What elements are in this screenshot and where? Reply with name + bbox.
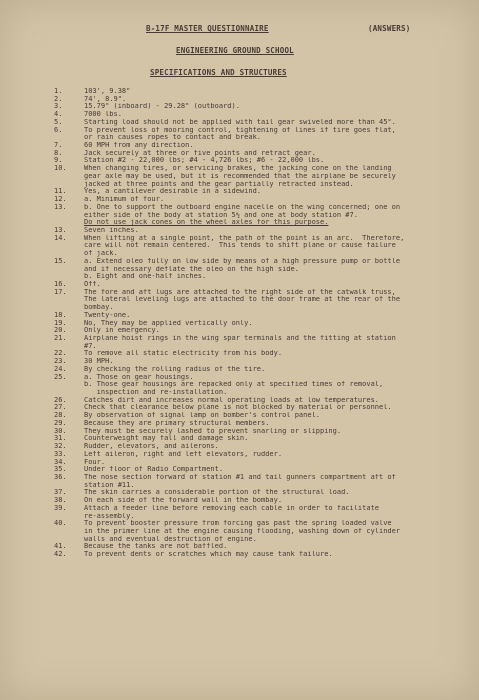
answer-number: 41. xyxy=(54,543,67,551)
answer-text: When changing tires, or servicing brakes, the jacking cone on the landing xyxy=(84,165,392,173)
answer-line xyxy=(54,374,454,382)
answer-line xyxy=(54,343,454,351)
answer-text: and if necessary deflate the oleo on the high side. xyxy=(84,265,299,273)
answer-text: jacked at three points and the gear partially retracted instead. xyxy=(84,180,354,188)
answer-line xyxy=(54,466,454,474)
answer-text: of jack. xyxy=(84,250,118,258)
answer-number: 27. xyxy=(54,404,67,412)
answer-line xyxy=(54,536,454,544)
answer-line xyxy=(54,528,454,536)
answers-label: (ANSWERS) xyxy=(368,24,411,33)
answer-number: 42. xyxy=(54,551,67,559)
answer-line xyxy=(54,289,454,297)
answer-number: 3. xyxy=(54,103,63,111)
answer-number: 4. xyxy=(54,111,63,119)
answer-text: The skin carries a considerable portion of the structural load. xyxy=(84,489,350,497)
answer-line xyxy=(54,350,454,358)
answer-text: By checking the rolling radius of the tire. xyxy=(84,365,266,373)
answer-text: care will not remain centered. This tends to shift plane or cause failure xyxy=(84,242,396,250)
answer-line xyxy=(54,165,454,173)
answer-text: Airplane hoist rings in the wing spar terminals and the fitting at station xyxy=(84,335,396,342)
answer-line xyxy=(54,219,454,227)
answer-text: On each side of the forward wall in the bombay. xyxy=(84,497,283,505)
answer-text: To prevent dents or scratches which may cause tank failure. xyxy=(84,551,333,559)
answer-number: 23. xyxy=(54,358,67,366)
answer-line xyxy=(54,497,454,505)
answer-line xyxy=(54,397,454,405)
answer-line xyxy=(54,443,454,451)
answer-text: Yes, a cantilever desirable in a sidewind. xyxy=(84,188,262,196)
answer-line xyxy=(54,543,454,551)
subsection-heading: SPECIFICATIONS AND STRUCTURES xyxy=(150,68,287,77)
answer-number: 2. xyxy=(54,95,63,103)
answer-text: Left aileron, right and left elevators, rudder. xyxy=(84,450,283,458)
answer-text: Off. xyxy=(84,280,101,288)
answer-line xyxy=(54,366,454,374)
answer-line xyxy=(54,304,454,312)
answer-text: Station #2 - 22,000 lbs; #4 - 4,726 lbs; #6 - 22,000 lbs. xyxy=(84,157,325,165)
answer-line xyxy=(54,451,454,459)
answer-line xyxy=(54,551,454,559)
answer-line xyxy=(54,335,454,343)
answer-text: The fore and aft lugs are attached to the right side of the catwalk truss, xyxy=(84,288,396,296)
answer-number: 14. xyxy=(54,234,67,242)
answer-number: 6. xyxy=(54,126,63,134)
answer-text: Under floor of Radio Compartment. xyxy=(84,466,224,474)
answer-text: Starting load should not be applied with tail gear swiveled more than 45°. xyxy=(84,118,396,126)
answer-line xyxy=(54,420,454,428)
answer-line xyxy=(54,96,454,104)
answer-line xyxy=(54,489,454,497)
answer-line xyxy=(54,227,454,235)
answer-number: 30. xyxy=(54,427,67,435)
answer-number: 33. xyxy=(54,450,67,458)
answer-text: 30 MPH. xyxy=(84,358,114,366)
answer-text: Because the tanks are not baffled. xyxy=(84,543,228,551)
answer-text: 15.79" (inboard) - 29.28" (outboard). xyxy=(84,103,240,111)
answer-number: 5. xyxy=(54,118,63,126)
answer-line xyxy=(54,459,454,467)
answer-text: walls and eventual destruction of engine. xyxy=(84,535,257,543)
answer-text: gear axle may be used, but it is recommended that the airplane be securely xyxy=(84,172,396,180)
answer-text: in the primer line at the engine causing flooding, washing down of cylinder xyxy=(84,527,401,535)
answer-number: 9. xyxy=(54,157,63,165)
answer-number: 36. xyxy=(54,473,67,481)
answer-number: 31. xyxy=(54,435,67,443)
answer-number: 1. xyxy=(54,88,63,95)
answer-text: inspection and re-installation. xyxy=(84,389,228,397)
answer-number: 28. xyxy=(54,412,67,420)
answer-number: 21. xyxy=(54,335,67,342)
answer-line xyxy=(54,389,454,397)
answer-number: 37. xyxy=(54,489,67,497)
answer-line xyxy=(54,513,454,521)
answer-text: To prevent loss of mooring control, tightening of lines if tire goes flat, xyxy=(84,126,396,134)
answer-text: b. Those gear housings are repacked only at specified times of removal, xyxy=(84,381,384,389)
answer-text: To remove all static electricity from his body. xyxy=(84,350,283,358)
answer-text: a. Those on gear housings. xyxy=(84,373,194,381)
answer-number: 13. xyxy=(54,226,67,234)
answer-line xyxy=(54,358,454,366)
answer-text: Jack securely at three or five points and retract gear. xyxy=(84,149,316,157)
answer-text: Counterweight may fall and damage skin. xyxy=(84,435,249,443)
answer-number: 24. xyxy=(54,365,67,373)
answer-text: 103', 9.38" xyxy=(84,88,131,95)
answer-line xyxy=(54,474,454,482)
answer-line xyxy=(54,181,454,189)
answer-line xyxy=(54,266,454,274)
answer-text: To prevent booster pressure from forcing gas past the spring loaded valve xyxy=(84,520,392,528)
answer-text: Do not use jack cones on the wheel axles for this purpose. xyxy=(84,219,329,227)
answer-number: 7. xyxy=(54,142,63,150)
answer-line xyxy=(54,505,454,513)
answer-text: Check that clearance below plane is not blocked by material or personnel. xyxy=(84,404,392,412)
answer-text: b. Eight and one-half inches. xyxy=(84,273,207,281)
answer-text: No, They may be applied vertically only. xyxy=(84,319,253,327)
answer-number: 15. xyxy=(54,257,67,265)
answer-line xyxy=(54,412,454,420)
answer-line xyxy=(54,258,454,266)
answer-text: 74', 8.9". xyxy=(84,95,127,103)
answer-text: Twenty-one. xyxy=(84,311,131,319)
answer-text: When lifting at a single point, the path of the point is an arc. Therefore, xyxy=(84,234,405,242)
answer-number: 34. xyxy=(54,458,67,466)
answer-line xyxy=(54,142,454,150)
answer-text: The nose section forward of station #1 and tail gunners compartment aft of xyxy=(84,473,396,481)
answer-line xyxy=(54,103,454,111)
answer-line xyxy=(54,273,454,281)
answer-line xyxy=(54,119,454,127)
answer-line xyxy=(54,281,454,289)
answer-number: 11. xyxy=(54,188,67,196)
answer-number: 13. xyxy=(54,203,67,211)
answer-line xyxy=(54,134,454,142)
answer-number: 29. xyxy=(54,419,67,427)
answer-line xyxy=(54,196,454,204)
answer-number: 35. xyxy=(54,466,67,474)
answer-text: #7. xyxy=(84,342,97,350)
answer-list xyxy=(54,88,454,559)
answer-line xyxy=(54,235,454,243)
section-heading: ENGINEERING GROUND SCHOOL xyxy=(176,46,294,55)
document-title: B-17F MASTER QUESTIONNAIRE xyxy=(146,24,269,33)
answer-line xyxy=(54,312,454,320)
answer-number: 22. xyxy=(54,350,67,358)
answer-line xyxy=(54,188,454,196)
answer-number: 25. xyxy=(54,373,67,381)
answer-line xyxy=(54,320,454,328)
answer-line xyxy=(54,157,454,165)
answer-text: 7000 lbs. xyxy=(84,111,122,119)
answer-number: 18. xyxy=(54,311,67,319)
answer-line xyxy=(54,111,454,119)
answer-line xyxy=(54,482,454,490)
answer-line xyxy=(54,520,454,528)
answer-number: 40. xyxy=(54,520,67,528)
answer-line xyxy=(54,242,454,250)
answer-number: 19. xyxy=(54,319,67,327)
answer-text: The lateral leveling lugs are attached to the door frame at the rear of the xyxy=(84,296,401,304)
answer-text: By observation of signal lamp on bomber's control panel. xyxy=(84,412,321,420)
answer-number: 16. xyxy=(54,280,67,288)
answer-number: 12. xyxy=(54,196,67,204)
answer-text: b. One to support the outboard engine nacelle on the wing concerned; one on xyxy=(84,203,401,211)
answer-text: 60 MPH from any direction. xyxy=(84,142,194,150)
answer-number: 39. xyxy=(54,504,67,512)
answer-text: re-assembly. xyxy=(84,512,135,520)
answer-number: 10. xyxy=(54,165,67,173)
answer-text: Catches dirt and increases normal operating loads at low temperatures. xyxy=(84,396,380,404)
answer-text: or rain causes ropes to contact and break. xyxy=(84,134,262,142)
answer-line xyxy=(54,212,454,220)
answer-line xyxy=(54,250,454,258)
answer-number: 17. xyxy=(54,288,67,296)
answer-text: a. Extend oleo fully on low side by means of a high pressure pump or bottle xyxy=(84,257,401,265)
answer-number: 26. xyxy=(54,396,67,404)
answer-number: 20. xyxy=(54,327,67,335)
answer-text: a. Minimum of four. xyxy=(84,196,165,204)
answer-line xyxy=(54,381,454,389)
answer-text: Attach a feeder line before removing each cable in order to facilitate xyxy=(84,504,380,512)
answer-text: bombay. xyxy=(84,304,114,312)
answer-line xyxy=(54,204,454,212)
answer-text: station #11. xyxy=(84,481,135,489)
answer-line xyxy=(54,296,454,304)
answer-line xyxy=(54,404,454,412)
answer-text: Rudder, elevators, and ailerons. xyxy=(84,443,219,451)
answer-text: Because they are primary structural members. xyxy=(84,419,270,427)
answer-number: 38. xyxy=(54,497,67,505)
answer-text: Seven inches. xyxy=(84,226,139,234)
answer-line xyxy=(54,428,454,436)
answer-text: Four. xyxy=(84,458,106,466)
answer-text: They must be securely lashed to prevent snarling or slipping. xyxy=(84,427,342,435)
answer-line xyxy=(54,435,454,443)
answer-line xyxy=(54,127,454,135)
answer-number: 32. xyxy=(54,443,67,451)
answer-line xyxy=(54,88,454,96)
answer-text: either side of the body at station 5½ and one at body station #7. xyxy=(84,211,358,219)
answer-number: 8. xyxy=(54,149,63,157)
answer-line xyxy=(54,150,454,158)
answer-text: Only in emergency. xyxy=(84,327,160,335)
answer-line xyxy=(54,327,454,335)
answer-line xyxy=(54,173,454,181)
